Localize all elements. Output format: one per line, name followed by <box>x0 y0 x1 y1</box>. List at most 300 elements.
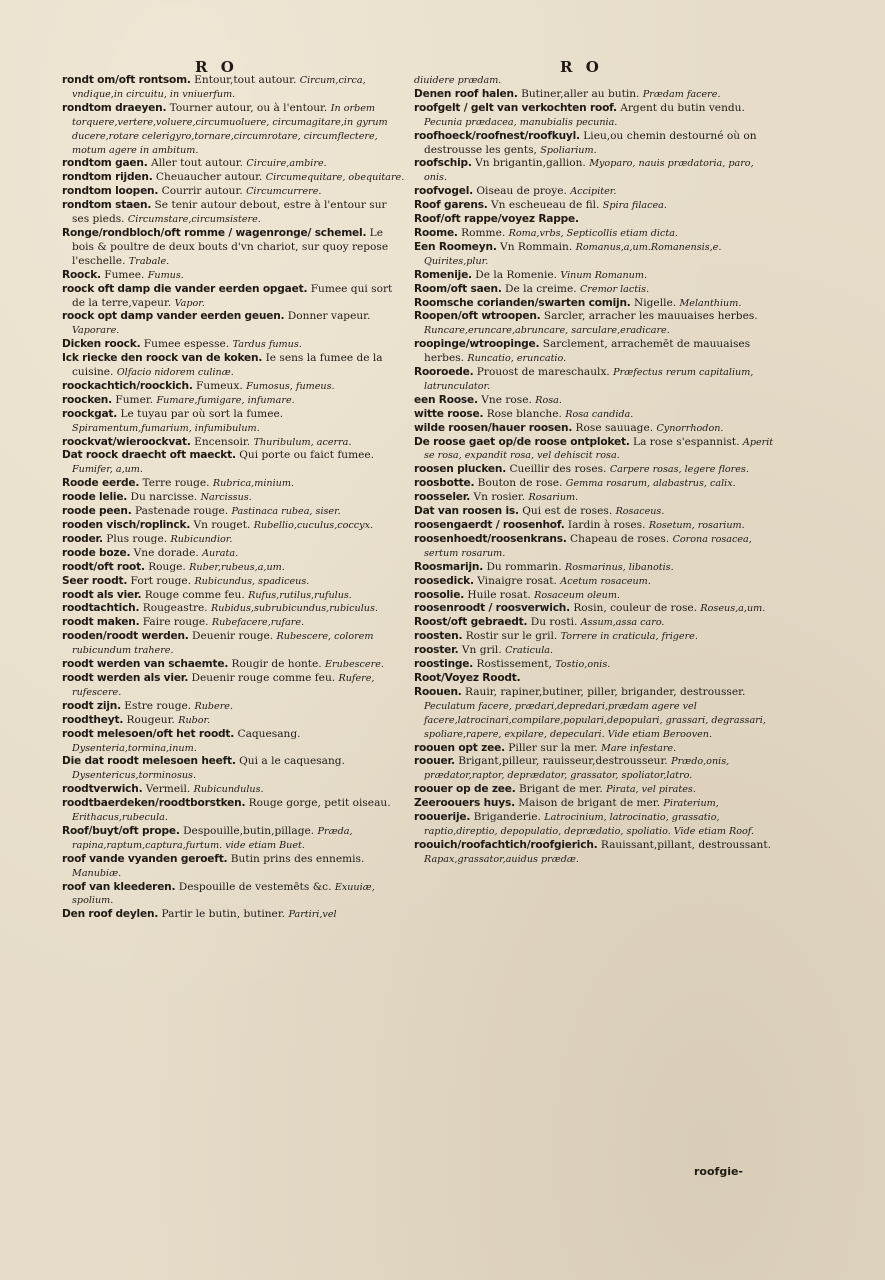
headword: Roock. <box>62 268 101 281</box>
latin-gloss: Rufere, rufescere. <box>72 672 375 698</box>
latin-gloss: Spiramentum,fumarium, infumibulum. <box>72 422 260 434</box>
french-gloss: Vne rose. <box>481 393 532 406</box>
dictionary-entry <box>62 352 406 380</box>
french-gloss: Qui a le caquesang. <box>239 755 345 768</box>
french-gloss: Rauissant,pillant, destroussant. <box>600 838 771 851</box>
french-gloss: Fort rouge. <box>130 574 192 587</box>
french-gloss: Maison de brigant de mer. <box>518 797 661 810</box>
dictionary-entry <box>62 616 406 630</box>
dictionary-entry <box>414 811 774 839</box>
headword: roock opt damp vander eerden geuen. <box>62 310 285 323</box>
dictionary-entry <box>414 839 774 867</box>
dictionary-entry <box>414 102 774 130</box>
headword: wilde roosen/hauer roosen. <box>414 421 573 434</box>
french-gloss: Butiner,aller au butin. <box>521 87 640 100</box>
french-gloss: Deuenir rouge comme feu. <box>191 671 336 684</box>
latin-gloss: Accipiter. <box>570 186 617 198</box>
headword: roockachtich/roockich. <box>62 379 193 392</box>
dictionary-entry <box>62 491 406 505</box>
headword: roopinge/wtroopinge. <box>414 338 540 351</box>
latin-gloss: Tardus fumus. <box>232 339 302 351</box>
headword: roodt melesoen/oft het roodt. <box>62 727 235 740</box>
french-gloss: Encensoir. <box>194 435 251 448</box>
french-gloss: Du narcisse. <box>130 491 198 504</box>
latin-gloss: Rubor. <box>178 714 211 726</box>
dictionary-entry <box>62 575 406 589</box>
headword: De roose gaet op/de roose ontploket. <box>414 435 630 448</box>
french-gloss: Oiseau de proye. <box>476 185 567 198</box>
headword: roosten. <box>414 630 463 643</box>
dictionary-entry <box>414 616 774 630</box>
latin-gloss: Craticula. <box>505 645 554 657</box>
headword: Roosmarijn. <box>414 560 484 573</box>
headword: Ick riecke den roock van de koken. <box>62 352 263 365</box>
latin-gloss: Rosa. <box>535 394 562 406</box>
latin-gloss: Vapor. <box>174 297 205 309</box>
headword: roosenhoedt/roosenkrans. <box>414 532 567 545</box>
headword: Denen roof halen. <box>414 87 518 100</box>
headword: roodt als vier. <box>62 588 142 601</box>
headword: roodtheyt. <box>62 713 124 726</box>
latin-gloss: Carpere rosas, legere flores. <box>609 464 749 476</box>
latin-gloss: Manubiæ. <box>72 867 122 879</box>
french-gloss: Nigelle. <box>633 296 677 309</box>
latin-gloss: Erithacus,rubecula. <box>72 812 168 824</box>
headword: roosbotte. <box>414 477 475 490</box>
french-gloss: Se tenir autour debout, estre à l'entour sur ses pieds. <box>72 199 387 226</box>
headword: Dicken roock. <box>62 338 141 351</box>
headword: Ronge/rondbloch/oft romme / wagenronge/ schemel. <box>62 226 367 239</box>
dictionary-entry <box>62 199 406 227</box>
latin-gloss: Rubellio,cuculus,coccyx. <box>253 520 374 531</box>
latin-gloss: Pecunia prædacea, manubialis pecunia. <box>424 116 618 128</box>
dictionary-entry <box>62 436 406 450</box>
dictionary-entry <box>414 269 774 283</box>
dictionary-entry <box>414 213 774 227</box>
dictionary-entry <box>414 783 774 797</box>
french-gloss: Despouille,butin,pillage. <box>183 824 315 837</box>
french-gloss: Fumer. <box>115 393 154 406</box>
dictionary-entry <box>414 672 774 686</box>
headword: rondtom gaen. <box>62 157 148 170</box>
dictionary-entry <box>414 394 774 408</box>
french-gloss: Romme. <box>461 226 506 239</box>
french-gloss: Tourner autour, ou à l'entour. <box>169 101 328 114</box>
headword: roof vande vyanden geroeft. <box>62 852 228 865</box>
dictionary-entry <box>414 338 774 366</box>
dictionary-entry <box>62 533 406 547</box>
french-gloss: Brigant,pilleur, rauisseur,destrousseur. <box>458 755 668 768</box>
latin-gloss: Rubere. <box>194 700 234 712</box>
dictionary-entry <box>62 825 406 853</box>
latin-gloss: Roseus,a,um. <box>700 603 766 615</box>
dictionary-entry <box>62 505 406 519</box>
latin-gloss: Erubescere. <box>325 659 384 671</box>
french-gloss: Rostir sur le gril. <box>465 630 558 643</box>
headword: Root/Voyez Roodt. <box>414 671 521 684</box>
dictionary-entry <box>414 436 774 464</box>
latin-gloss: Rubicundior. <box>170 533 233 545</box>
dictionary-entry <box>414 130 774 158</box>
latin-gloss: Rubefacere,rufare. <box>211 617 305 629</box>
headword: roostinge. <box>414 658 474 671</box>
dictionary-entry <box>414 575 774 589</box>
french-gloss: Fumee qui sort de la terre,vapeur. <box>72 282 393 309</box>
headword: Roof/buyt/oft prope. <box>62 824 180 837</box>
running-header-right: R O <box>560 58 603 76</box>
headword: Roomsche corianden/swarten comijn. <box>414 296 631 309</box>
dictionary-entry <box>414 297 774 311</box>
latin-gloss: Rubidus,subrubicundus,rubiculus. <box>211 603 378 615</box>
headword: roofvogel. <box>414 185 473 198</box>
latin-gloss: Fumus. <box>147 269 184 281</box>
dictionary-entry <box>414 88 774 102</box>
headword: roouerije. <box>414 811 471 824</box>
latin-gloss: Ruber,rubeus,a,um. <box>189 561 285 573</box>
french-gloss: Rouge gorge, petit oiseau. <box>248 797 391 810</box>
headword: roosengaerdt / roosenhof. <box>414 519 565 531</box>
french-gloss: La rose s'espannist. <box>633 435 740 448</box>
latin-gloss: Aurata. <box>202 547 239 559</box>
french-gloss: Qui est de roses. <box>522 505 613 518</box>
latin-gloss: Fumosus, fumeus. <box>246 380 335 392</box>
dictionary-entry <box>62 185 406 199</box>
running-header-left: R O <box>195 58 238 76</box>
headword: Seer roodt. <box>62 574 128 587</box>
dictionary-entry <box>62 908 406 922</box>
french-gloss: Vn rosier. <box>473 491 526 504</box>
headword: een Roose. <box>414 393 478 406</box>
french-gloss: Fumeux. <box>196 379 243 392</box>
headword: roouer. <box>414 755 455 768</box>
headword: Dat van roosen is. <box>414 505 519 518</box>
headword: roofhoeck/roofnest/roofkuyl. <box>414 129 580 142</box>
french-gloss: De la creime. <box>505 282 577 295</box>
headword: Roode eerde. <box>62 477 140 490</box>
latin-gloss: Roma,vrbs, Septicollis etiam dicta. <box>508 227 678 239</box>
dictionary-entry <box>414 505 774 519</box>
latin-gloss: Spoliarium. <box>540 144 597 156</box>
latin-gloss: Circumstare,circumsistere. <box>127 214 261 226</box>
dictionary-entry <box>62 797 406 825</box>
latin-gloss: Rubrica,minium. <box>212 478 294 490</box>
dictionary-entry <box>414 491 774 505</box>
french-gloss: Caquesang. <box>237 727 301 740</box>
dictionary-entry <box>414 366 774 394</box>
headword: rooden/roodt werden. <box>62 630 189 643</box>
latin-gloss: Olfacio nidorem culinæ. <box>116 367 234 379</box>
headword: roodt maken. <box>62 616 140 629</box>
dictionary-entry <box>62 338 406 352</box>
headword: roocken. <box>62 393 112 406</box>
headword: witte roose. <box>414 407 484 420</box>
french-gloss: Iardin à roses. <box>567 519 646 531</box>
dictionary-entry <box>414 463 774 477</box>
latin-gloss: Exuuiæ, spolium. <box>72 881 375 907</box>
latin-gloss: Prædam facere. <box>642 88 721 100</box>
latin-gloss: Dysenteria,tormina,inum. <box>72 742 197 754</box>
headword: roofgelt / gelt van verkochten roof. <box>414 101 617 114</box>
headword: Roost/oft gebraedt. <box>414 616 528 629</box>
latin-gloss: Melanthium. <box>679 297 742 309</box>
dictionary-entry <box>414 227 774 241</box>
french-gloss: Partir le butin, butiner. <box>161 908 286 921</box>
dictionary-entry <box>62 672 406 700</box>
dictionary-entry <box>414 686 774 742</box>
latin-gloss: Rosetum, rosarium. <box>648 520 745 531</box>
latin-gloss: Cynorrhodon. <box>656 422 724 434</box>
headword: roosseler. <box>414 491 471 504</box>
headword: Rooroede. <box>414 366 474 379</box>
latin-gloss: Pastinaca rubea, siser. <box>231 506 341 518</box>
french-gloss: Cheuaucher autour. <box>155 171 263 184</box>
headword: rondtom rijden. <box>62 171 153 184</box>
dictionary-entry <box>62 283 406 311</box>
french-gloss: Qui porte ou faict fumee. <box>239 449 375 462</box>
french-gloss: Estre rouge. <box>124 699 192 712</box>
french-gloss: Vn rouget. <box>193 519 251 531</box>
dictionary-entry <box>62 602 406 616</box>
headword: Een Roomeyn. <box>414 240 497 253</box>
french-gloss: Rauir, rapiner,butiner, piller, brigander, destrousser. <box>464 685 746 698</box>
french-gloss: Donner vapeur. <box>287 310 371 323</box>
headword: roodtverwich. <box>62 783 143 796</box>
latin-gloss: Rosaceum oleum. <box>534 589 620 601</box>
latin-gloss: Circum,circa, vndique,in circuitu, in vniuerfum. <box>72 75 366 100</box>
dictionary-entry <box>62 171 406 185</box>
dictionary-entry <box>62 227 406 269</box>
dictionary-entry <box>62 728 406 756</box>
latin-gloss: Rubescere, colorem rubicundum trahere. <box>72 631 374 657</box>
french-gloss: Butin prins des ennemis. <box>230 852 365 865</box>
french-gloss: Rougir de honte. <box>231 658 322 671</box>
headword: roosen plucken. <box>414 463 507 476</box>
latin-gloss: Circuire,ambire. <box>246 158 327 170</box>
headword: roodt zijn. <box>62 699 121 712</box>
french-gloss: Du rommarin. <box>486 560 562 573</box>
french-gloss: Despouille de vestemēts &c. <box>178 880 332 893</box>
french-gloss: Vn Rommain. <box>500 240 573 253</box>
headword: rooster. <box>414 644 459 657</box>
dictionary-entry <box>414 797 774 811</box>
dictionary-entry <box>62 589 406 603</box>
latin-gloss: Torrere in craticula, frigere. <box>560 631 698 643</box>
catchword: roofgie- <box>694 1165 743 1178</box>
latin-gloss: Rufus,rutilus,rufulus. <box>248 589 352 601</box>
headword: rondtom draeyen. <box>62 101 167 114</box>
headword: roouer op de zee. <box>414 783 516 796</box>
headword: Romenije. <box>414 268 472 281</box>
latin-gloss: Corona rosacea, sertum rosarum. <box>424 533 752 559</box>
french-gloss: Rougeastre. <box>142 602 208 615</box>
french-gloss: Entour,tout autour. <box>194 74 297 86</box>
latin-gloss: Præfectus rerum capitalium, latrunculator. <box>424 367 754 392</box>
french-gloss: Sarclement, arrachemēt de mauuaises herbes. <box>424 338 751 365</box>
dictionary-entry <box>62 547 406 561</box>
headword: roouich/roofachtich/roofgierich. <box>414 838 598 851</box>
latin-gloss: Gemma rosarum, alabastrus, calix. <box>565 478 736 490</box>
dictionary-entry <box>414 644 774 658</box>
dictionary-entry <box>62 477 406 491</box>
latin-gloss: Partiri,vel <box>288 909 337 921</box>
french-gloss: Vne dorade. <box>133 546 199 559</box>
dictionary-entry <box>414 658 774 672</box>
dictionary-entry <box>414 283 774 297</box>
french-gloss: Rose sauuage. <box>575 421 654 434</box>
french-gloss: Terre rouge. <box>142 477 210 490</box>
latin-gloss: Rosmarinus, libanotis. <box>565 561 674 573</box>
latin-gloss: Tostio,onis. <box>555 659 611 671</box>
dictionary-entry <box>414 742 774 756</box>
headword: Die dat roodt melesoen heeft. <box>62 755 236 768</box>
french-gloss: Bouton de rose. <box>477 477 563 490</box>
french-gloss: Aller tout autour. <box>150 157 244 170</box>
dictionary-entry <box>62 561 406 575</box>
french-gloss: Faire rouge. <box>142 616 209 629</box>
latin-gloss: Romanus,a,um.Romanensis,e. Quirites,plur. <box>424 241 722 267</box>
headword: roode lelie. <box>62 491 128 504</box>
french-gloss: Vn brigantin,gallion. <box>475 157 586 170</box>
latin-gloss: Thuribulum, acerra. <box>253 436 352 448</box>
headword: Roof garens. <box>414 199 488 212</box>
french-gloss: Argent du butin vendu. <box>620 101 745 114</box>
headword: roodt/oft root. <box>62 560 145 573</box>
french-gloss: Ie sens la fumee de la cuisine. <box>72 352 383 379</box>
french-gloss: Vinaigre rosat. <box>477 574 557 587</box>
latin-gloss: Myoparo, nauis prædatoria, paro, onis. <box>424 158 754 184</box>
latin-gloss: Circumcurrere. <box>246 186 322 198</box>
latin-gloss: In orbem torquere,vertere,voluere,circumuoluere, circumagitare,in gyrum ducere,rotare celerigyro,tornare,circumrotare, circumflectere, motum agere in ambitum. <box>72 102 388 156</box>
dictionary-entry <box>414 241 774 269</box>
headword: roouen opt zee. <box>414 741 505 754</box>
headword: Zeeroouers huys. <box>414 797 515 810</box>
latin-gloss: Trabale. <box>128 255 170 267</box>
latin-gloss: Vaporare. <box>72 325 120 337</box>
dictionary-entry <box>414 561 774 575</box>
dictionary-entry <box>414 74 774 88</box>
headword: rondt om/oft rontsom. <box>62 74 191 86</box>
latin-gloss: Vinum Romanum. <box>560 269 648 281</box>
headword: roodtachtich. <box>62 602 140 615</box>
dictionary-entry <box>62 449 406 477</box>
latin-gloss: Assum,assa caro. <box>580 617 665 629</box>
french-gloss: Chapeau de roses. <box>570 532 670 545</box>
headword: roockvat/wieroockvat. <box>62 435 191 448</box>
french-gloss: Rouge comme feu. <box>144 588 245 601</box>
french-gloss: Rouge. <box>148 560 186 573</box>
french-gloss: Le tuyau par où sort la fumee. <box>120 407 284 420</box>
latin-gloss: Runcare,eruncare,abruncare, sarculare,eradicare. <box>424 325 670 337</box>
latin-gloss: diuidere prædam. <box>414 75 502 86</box>
dictionary-entry <box>414 185 774 199</box>
headword: roodt werden van schaemte. <box>62 658 229 671</box>
french-gloss: Deuenir rouge. <box>191 630 274 643</box>
french-gloss: Le bois & poultre de deux bouts d'vn chariot, sur quoy repose l'eschelle. <box>72 226 389 267</box>
latin-gloss: Dysentericus,torminosus. <box>72 770 197 782</box>
french-gloss: Cueillir des roses. <box>509 463 607 476</box>
headword: rooder. <box>62 532 103 545</box>
headword: rondtom loopen. <box>62 185 159 198</box>
french-gloss: Vn escheueau de fil. <box>491 199 600 212</box>
french-gloss: Huile rosat. <box>467 588 531 601</box>
latin-gloss: Rapax,grassator,auidus prædæ. <box>424 853 579 865</box>
headword: Den roof deylen. <box>62 908 159 921</box>
latin-gloss: Acetum rosaceum. <box>560 575 651 587</box>
latin-gloss: Rubicundulus. <box>193 784 264 796</box>
latin-gloss: Rosa candida. <box>565 408 634 420</box>
dictionary-entry <box>414 533 774 561</box>
dictionary-entry <box>414 199 774 213</box>
dictionary-entry <box>414 519 774 533</box>
latin-gloss: Cremor lactis. <box>579 283 650 295</box>
headword: roode peen. <box>62 505 132 518</box>
latin-gloss: Aperit se rosa, expandit rosa, vel dehiscit rosa. <box>424 436 774 462</box>
dictionary-entry <box>414 422 774 436</box>
french-gloss: Rougeur. <box>126 713 175 726</box>
headword: roodt werden als vier. <box>62 671 189 684</box>
latin-gloss: Rubicundus, spadiceus. <box>194 575 310 587</box>
french-gloss: Pastenade rouge. <box>134 505 229 518</box>
headword: Room/oft saen. <box>414 282 502 295</box>
headword: roockgat. <box>62 407 118 420</box>
dictionary-entry <box>62 700 406 714</box>
latin-gloss: Spira filacea. <box>602 200 667 212</box>
french-gloss: Vermeil. <box>145 783 191 796</box>
french-gloss: De la Romenie. <box>475 268 557 281</box>
dictionary-entry <box>62 630 406 658</box>
dictionary-entry <box>414 157 774 185</box>
dictionary-entry <box>414 477 774 491</box>
headword: rooden visch/roplinck. <box>62 519 191 531</box>
latin-gloss: Præda, rapina,raptum,captura,furtum. vide etiam Buet. <box>72 825 353 851</box>
latin-gloss: Narcissus. <box>200 492 252 504</box>
dictionary-entry <box>62 157 406 171</box>
latin-gloss: Runcatio, eruncatio. <box>467 353 567 365</box>
headword: Dat roock draecht oft maeckt. <box>62 449 236 462</box>
headword: roosenroodt / roosverwich. <box>414 602 570 615</box>
dictionary-entry <box>62 380 406 394</box>
dictionary-entry <box>62 755 406 783</box>
headword: Roopen/oft wtroopen. <box>414 310 541 323</box>
dictionary-entry <box>414 310 774 338</box>
french-gloss: Prouost de mareschaulx. <box>476 366 610 379</box>
headword: Roof/oft rappe/voyez Rappe. <box>414 213 579 226</box>
dictionary-entry <box>414 755 774 783</box>
latin-gloss: Latrocinium, latrocinatio, grassatio, raptio,direptio, depopulatio, deprædatio, spoliatio. Vide etiam Roof. <box>424 812 755 837</box>
dictionary-entry <box>414 602 774 616</box>
french-gloss: Rose blanche. <box>486 407 562 420</box>
french-gloss: Sarcler, arracher les mauuaises herbes. <box>543 310 758 323</box>
latin-gloss: Prædo,onis, prædator,raptor, deprædator, grassator, spoliator,latro. <box>424 756 730 782</box>
dictionary-entry <box>62 310 406 338</box>
headword: Roome. <box>414 226 458 239</box>
headword: rondtom staen. <box>62 199 152 212</box>
dictionary-entry <box>62 269 406 283</box>
headword: roof van kleederen. <box>62 880 176 893</box>
dictionary-entry <box>62 853 406 881</box>
latin-gloss: Peculatum facere, prædari,depredari,prædam agere vel facere,latrocinari,compilare,populari,depopulari, grassari, degrassari, spoliare,rapere, expilare, depeculari. Vide etiam Berooven. <box>424 700 766 740</box>
latin-gloss: Pirata, vel pirates. <box>606 784 696 796</box>
headword: roosedick. <box>414 574 474 587</box>
headword: roofschip. <box>414 157 472 170</box>
french-gloss: Brigant de mer. <box>518 783 603 796</box>
headword: roosolie. <box>414 588 465 601</box>
latin-gloss: Rosaceus. <box>615 506 665 518</box>
dictionary-entry <box>62 658 406 672</box>
french-gloss: Lieu,ou chemin destourné où on destrousse les gents, <box>424 129 757 156</box>
french-gloss: Courrir autour. <box>161 185 243 198</box>
dictionary-entry <box>62 881 406 909</box>
